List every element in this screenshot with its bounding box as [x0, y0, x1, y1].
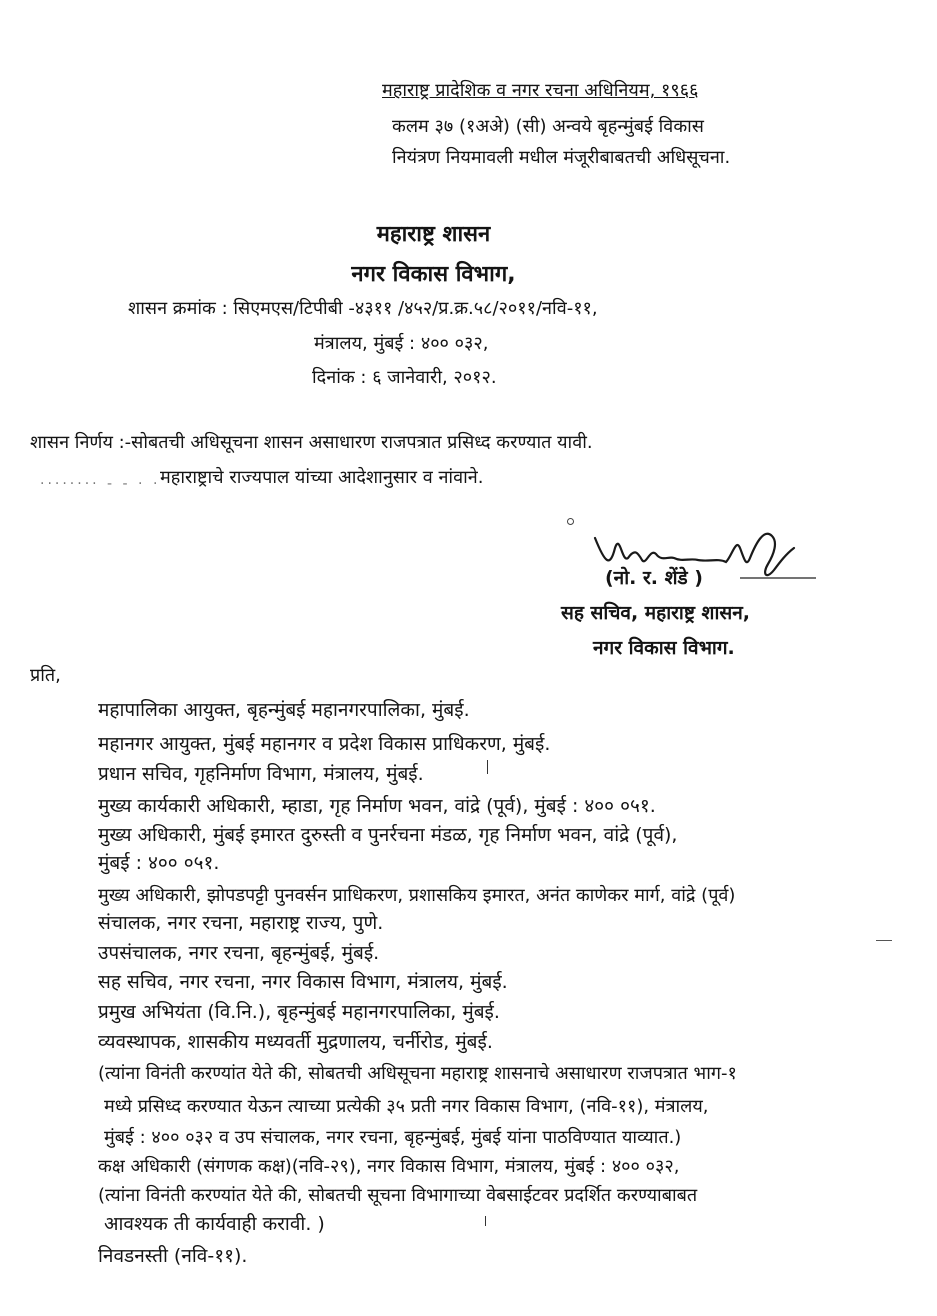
order-number: शासन क्रमांक : सिएमएस/टिपीबी -४३११ /४५२/प्र.क्र.५८/२०११/नवि-११,	[128, 298, 598, 319]
document-date: दिनांक : ६ जानेवारी, २०१२.	[312, 367, 497, 388]
rules-line: नियंत्रण नियमावली मधील मंजूरीबाबतची अधिसूचना.	[392, 147, 731, 168]
office-address: मंत्रालय, मुंबई : ४०० ०३२,	[314, 333, 489, 354]
recipient-line: आवश्यक ती कार्यवाही करावी. )	[104, 1213, 325, 1235]
recipient-line: प्रमुख अभियंता (वि.नि.), बृहन्मुंबई महानगरपालिका, मुंबई.	[98, 1001, 500, 1023]
recipient-line: उपसंचालक, नगर रचना, बृहन्मुंबई, मुंबई.	[98, 942, 380, 964]
recipient-line: (त्यांना विनंती करण्यांत येते की, सोबतची सूचना विभागाच्या वेबसाईटवर प्रदर्शित करण्याबाबत	[98, 1185, 698, 1206]
recipient-line: व्यवस्थापक, शासकीय मध्यवर्ती मुद्रणालय, चर्नीरोड, मुंबई.	[98, 1031, 493, 1053]
department-name: नगर विकास विभाग,	[351, 262, 516, 287]
recipient-line: मुंबई : ४०० ०३२ व उप संचालक, नगर रचना, बृहन्मुंबई, मुंबई यांना पाठविण्यात याव्यात.)	[104, 1127, 682, 1148]
scan-mark	[485, 1216, 486, 1226]
recipient-line: महानगर आयुक्त, मुंबई महानगर व प्रदेश विकास प्राधिकरण, मुंबई.	[98, 733, 551, 755]
recipient-line: मुख्य कार्यकारी अधिकारी, म्हाडा, गृह निर्माण भवन, वांद्रे (पूर्व), मुंबई : ४०० ०५१.	[98, 795, 656, 817]
small-circle-mark	[567, 518, 574, 525]
signatory-name: (नो. र. शेंडे )	[605, 567, 703, 589]
decision-line: शासन निर्णय :-सोबतची अधिसूचना शासन असाधारण राजपत्रात प्रसिध्द करण्यात यावी.	[30, 432, 593, 453]
recipient-line: निवडनस्ती (नवि-११).	[98, 1245, 248, 1267]
recipient-line: (त्यांना विनंती करण्यांत येते की, सोबतची अधिसूचना महाराष्ट्र शासनाचे असाधारण राजपत्रात भाग-१	[98, 1063, 737, 1084]
recipient-line: संचालक, नगर रचना, महाराष्ट्र राज्य, पुणे.	[98, 912, 384, 934]
scan-mark	[876, 940, 892, 941]
recipient-line: प्रधान सचिव, गृहनिर्माण विभाग, मंत्रालय, मुंबई.	[98, 763, 424, 785]
recipient-line: महापालिका आयुक्त, बृहन्मुंबई महानगरपालिका, मुंबई.	[98, 699, 470, 721]
act-title: महाराष्ट्र प्रादेशिक व नगर रचना अधिनियम, १९६६	[382, 80, 699, 101]
governor-order-line: महाराष्ट्राचे राज्यपाल यांच्या आदेशानुसार व नांवाने.	[160, 467, 484, 488]
recipient-line: मुख्य अधिकारी, झोपडपट्टी पुनवर्सन प्राधिकरण, प्रशासकिय इमारत, अनंत काणेकर मार्ग, वांद्रे (पूर्व)	[98, 885, 736, 906]
scan-mark	[487, 760, 488, 774]
recipient-line: मुंबई : ४०० ०५१.	[98, 852, 220, 874]
signatory-department: नगर विकास विभाग.	[593, 637, 735, 659]
section-line: कलम ३७ (१अअे) (सी) अन्वये बृहन्मुंबई विकास	[392, 116, 704, 137]
recipients-label: प्रति,	[30, 665, 61, 686]
decision-dashes: ········ - - · ·	[40, 476, 161, 492]
government-name: महाराष्ट्र शासन	[376, 222, 491, 247]
recipient-line: सह सचिव, नगर रचना, नगर विकास विभाग, मंत्रालय, मुंबई.	[98, 971, 508, 993]
recipient-line: मुख्य अधिकारी, मुंबई इमारत दुरुस्ती व पुनर्रचना मंडळ, गृह निर्माण भवन, वांद्रे (पूर्व),	[98, 824, 678, 846]
recipient-line: मध्ये प्रसिध्द करण्यात येऊन त्याच्या प्रत्येकी ३५ प्रती नगर विकास विभाग, (नवि-११), मंत्रालय,	[104, 1096, 709, 1117]
signatory-designation: सह सचिव, महाराष्ट्र शासन,	[561, 602, 750, 624]
recipient-line: कक्ष अधिकारी (संगणक कक्ष)(नवि-२९), नगर विकास विभाग, मंत्रालय, मुंबई : ४०० ०३२,	[98, 1156, 680, 1177]
